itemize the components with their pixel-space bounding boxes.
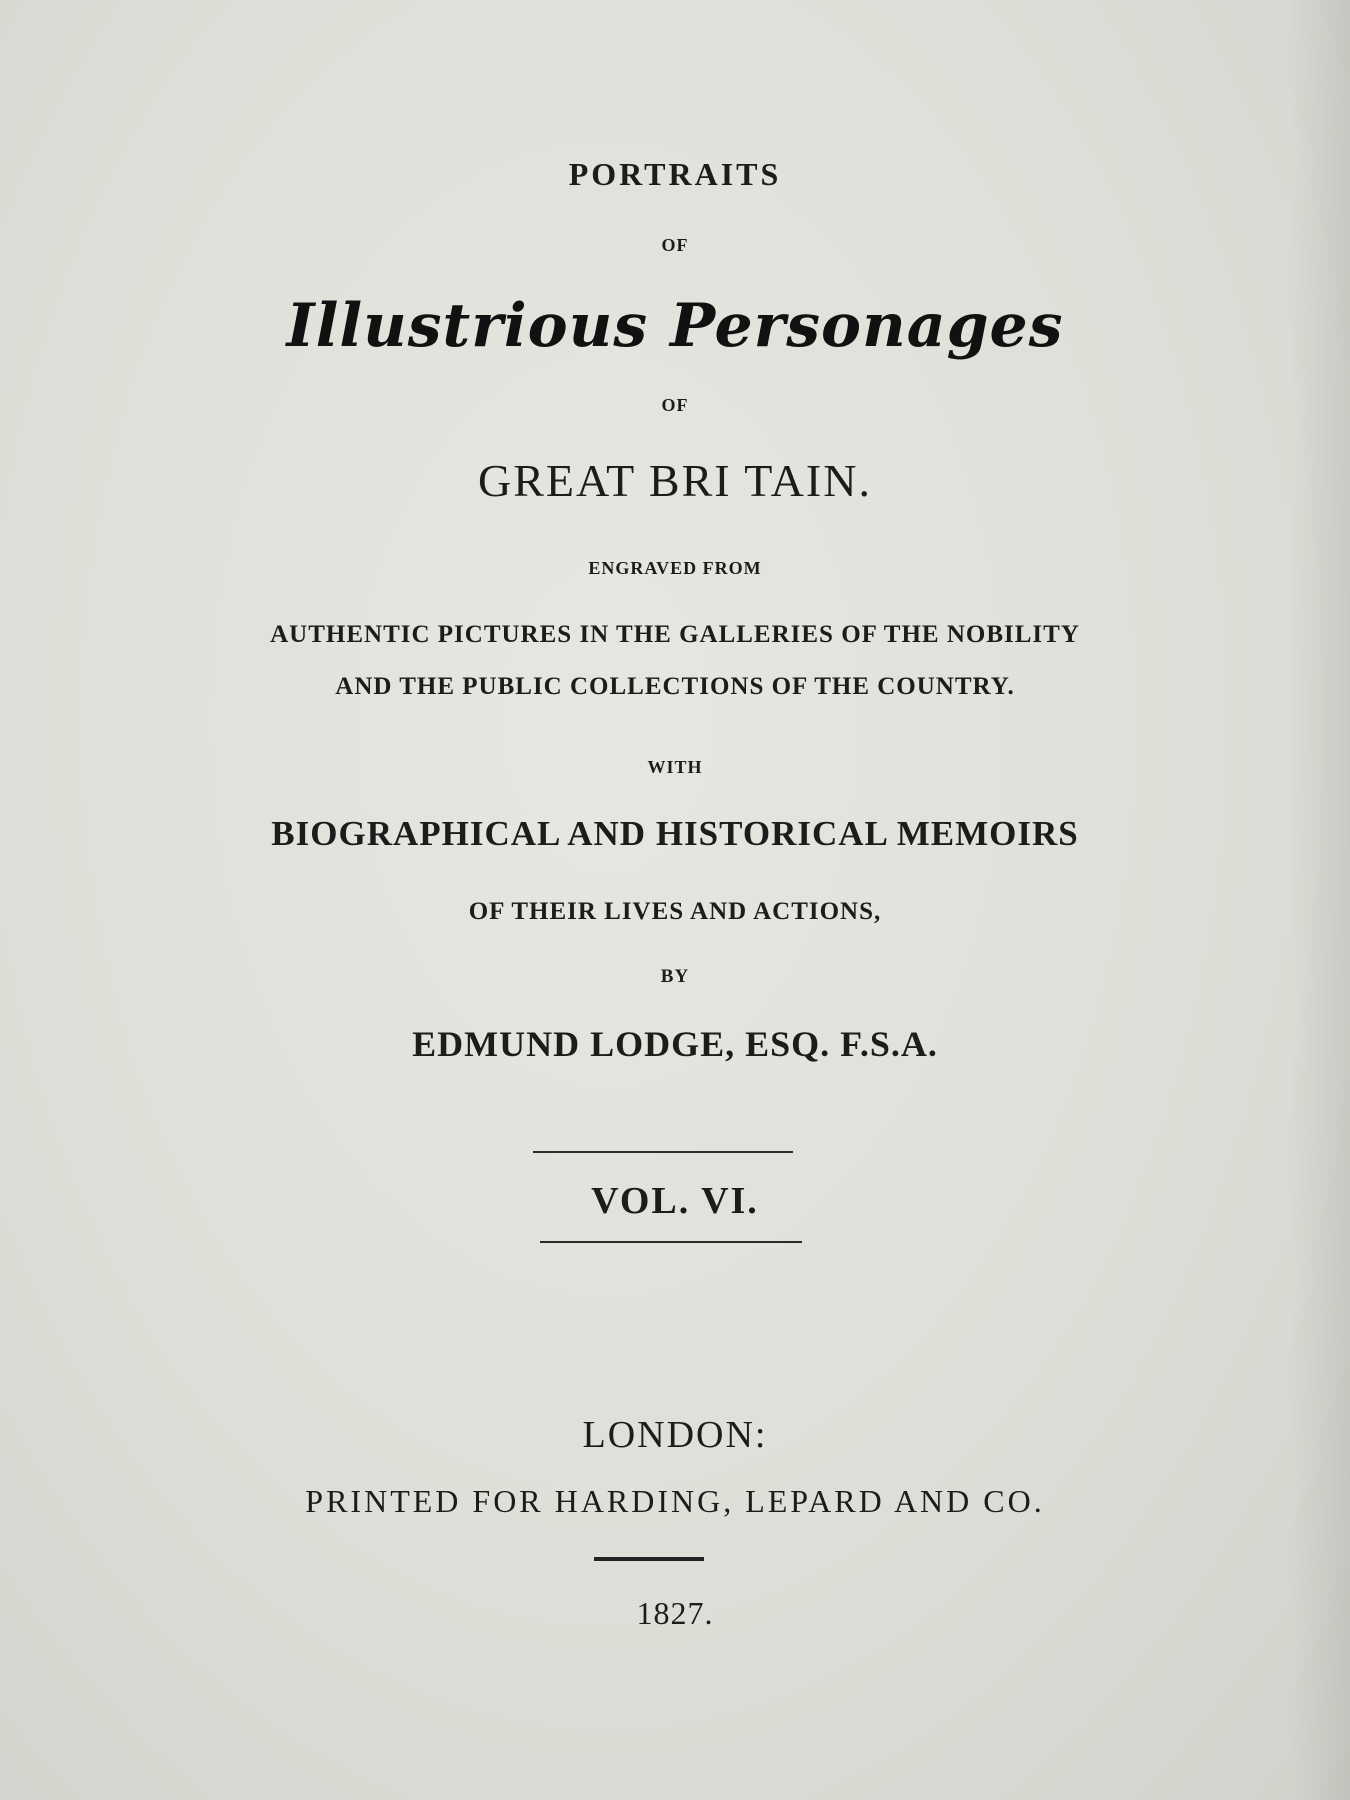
rule-bottom-volume bbox=[540, 1241, 802, 1243]
lives-line: OF THEIR LIVES AND ACTIONS, bbox=[468, 898, 882, 925]
rule-top-volume bbox=[533, 1151, 793, 1153]
imprint-city: LONDON: bbox=[582, 1414, 768, 1456]
memoirs-line: BIOGRAPHICAL AND HISTORICAL MEMOIRS bbox=[271, 814, 1079, 853]
engraved-from: ENGRAVED FROM bbox=[588, 558, 762, 578]
author-name: EDMUND LODGE, ESQ. F.S.A. bbox=[412, 1024, 938, 1064]
connector-by: BY bbox=[660, 966, 690, 987]
connector-of-1: OF bbox=[661, 235, 689, 255]
connector-with: WITH bbox=[647, 757, 703, 777]
imprint-year: 1827. bbox=[636, 1595, 714, 1631]
volume-number: VOL. VI. bbox=[591, 1180, 759, 1222]
subject-great-britain: GREAT BRI TAIN. bbox=[478, 455, 872, 506]
main-title: Illustrious Personages bbox=[286, 291, 1064, 361]
connector-of-2: OF bbox=[661, 395, 689, 415]
sources-line-1: AUTHENTIC PICTURES IN THE GALLERIES OF THE NOBILITY bbox=[270, 621, 1080, 648]
heading-portraits: PORTRAITS bbox=[568, 156, 782, 192]
rule-imprint bbox=[594, 1557, 704, 1561]
sources-line-2: AND THE PUBLIC COLLECTIONS OF THE COUNTRY. bbox=[335, 673, 1015, 700]
imprint-printer: PRINTED FOR HARDING, LEPARD AND CO. bbox=[305, 1483, 1045, 1519]
